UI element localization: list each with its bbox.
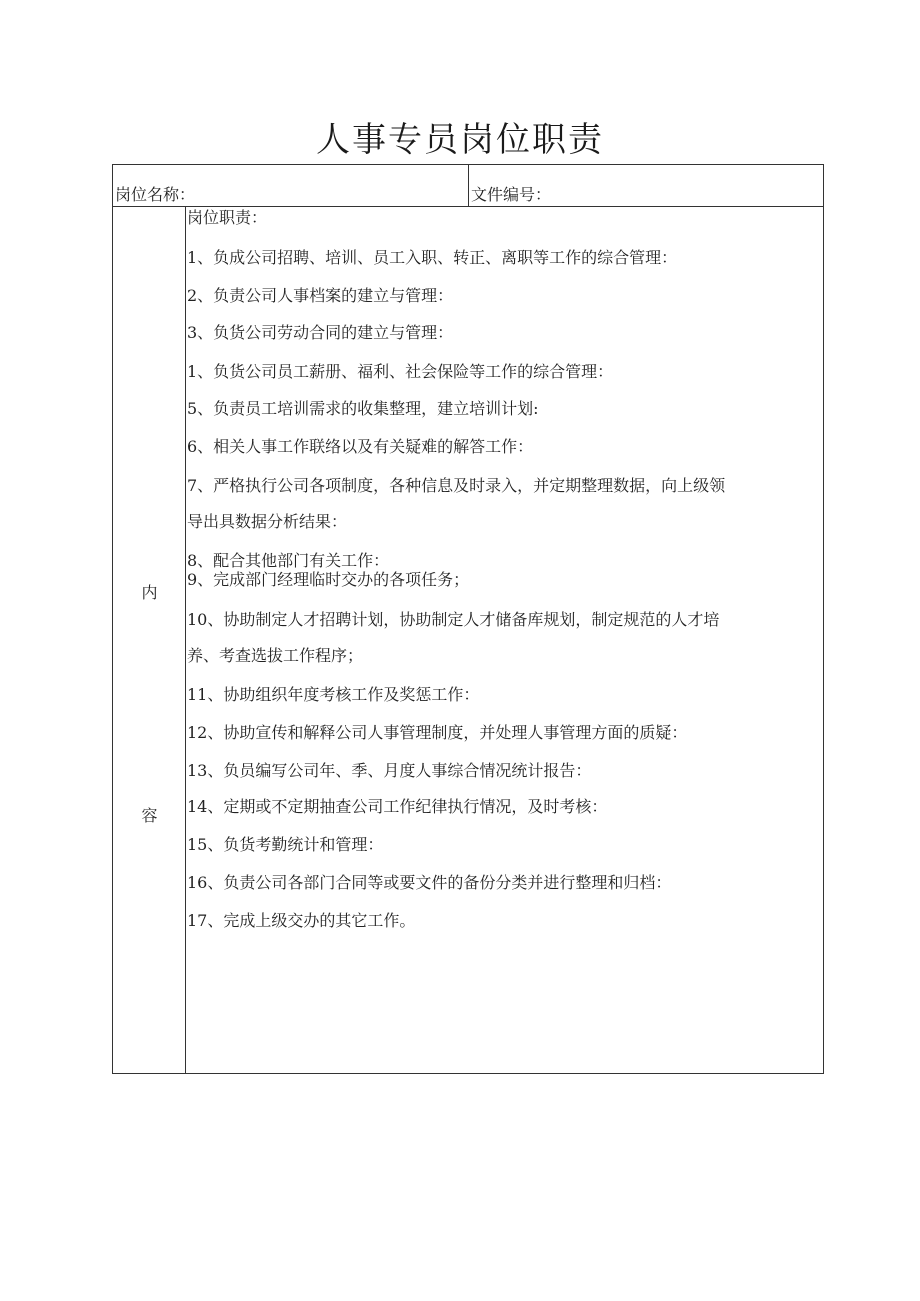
header-row-divider <box>113 206 823 207</box>
responsibility-table <box>112 164 824 1074</box>
list-item: 8、配合其他部门有关工作： <box>187 551 390 570</box>
list-item: 3、负货公司劳动合同的建立与管理： <box>187 323 454 342</box>
body-column-divider <box>185 206 186 1073</box>
list-item: 14、定期或不定期抽查公司工作纪律执行情况，及时考核： <box>187 797 608 816</box>
list-item: 12、协助宣传和解释公司人事管理制度，并处理人事管理方面的质疑： <box>187 723 688 742</box>
list-item: 7、严格执行公司各项制度，各种信息及时录入，并定期整理数据，向上级领 <box>187 476 726 495</box>
list-item-continuation: 养、考查选拔工作程序； <box>187 646 364 665</box>
list-item: 9、完成部门经理临时交办的各项任务； <box>187 570 470 589</box>
document-number-label: 文件编号： <box>471 185 552 204</box>
list-item: 17、完成上级交办的其它工作。 <box>187 911 416 930</box>
document-title: 人事专员岗位职责 <box>316 120 604 160</box>
position-name-label: 岗位名称： <box>115 185 196 204</box>
list-item: 15、负货考勤统计和管理： <box>187 835 384 854</box>
list-item: 1、负成公司招聘、培训、员工入职、转正、离职等工作的综合管理： <box>187 248 678 267</box>
list-item: 10、协助制定人才招聘计划，协助制定人才储备库规划，制定规范的人才培 <box>187 610 720 629</box>
list-item: 5、负责员工培训需求的收集整理，建立培训计划: <box>187 399 539 418</box>
side-label-char-1: 内 <box>141 583 158 602</box>
list-item: 13、负员编写公司年、季、月度人事综合情况统计报告： <box>187 761 592 780</box>
list-item: 2、负责公司人事档案的建立与管理： <box>187 286 454 305</box>
list-item: 6、相关人事工作联络以及有关疑难的解答工作： <box>187 437 534 456</box>
header-column-divider <box>468 165 469 206</box>
list-item: 1、负货公司员工薪册、福利、社会保险等工作的综合管理： <box>187 362 614 381</box>
list-item: 11、协助组织年度考核工作及奖惩工作： <box>187 685 480 704</box>
list-item: 16、负责公司各部门合同等或要文件的备份分类并进行整理和归档： <box>187 873 672 892</box>
side-label-char-2: 容 <box>141 806 158 825</box>
list-item-continuation: 导出具数据分析结果： <box>187 512 348 531</box>
responsibilities-heading: 岗位职责： <box>187 208 268 227</box>
